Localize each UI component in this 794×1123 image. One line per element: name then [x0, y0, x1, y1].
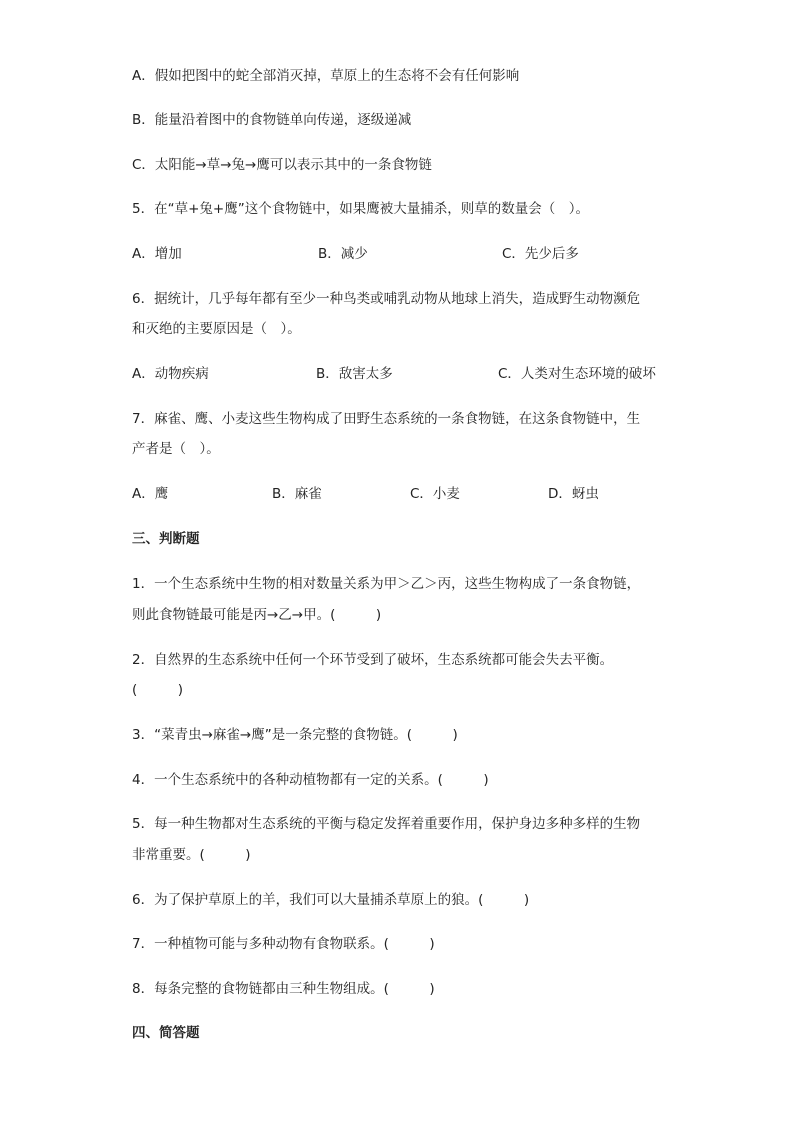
tf-item: 3．“菜青虫→麻雀→鹰”是一条完整的食物链。( ) [132, 727, 458, 743]
tf-item: 则此食物链最可能是丙→乙→甲。( ) [132, 607, 382, 623]
q7-stem-line1: 7．麻雀、鹰、小麦这些生物构成了田野生态系统的一条食物链，在这条食物链中，生 [132, 411, 641, 427]
q6-option-b: B．敌害太多 [316, 366, 393, 382]
tf-item: ( ) [132, 682, 184, 698]
q7-option-d: D．蚜虫 [548, 486, 599, 502]
tf-item: 非常重要。( ) [132, 847, 251, 863]
tf-item: 2．自然界的生态系统中任何一个环节受到了破坏，生态系统都可能会失去平衡。 [132, 652, 614, 668]
q5-option-a: A．增加 [132, 246, 182, 262]
tf-item: 6．为了保护草原上的羊，我们可以大量捕杀草原上的狼。( ) [132, 892, 530, 908]
tf-item: 8．每条完整的食物链都由三种生物组成。( ) [132, 981, 435, 997]
section4-title: 四、简答题 [132, 1025, 200, 1041]
q7-stem-line2: 产者是（ ）。 [132, 441, 220, 457]
q6-stem-line2: 和灭绝的主要原因是（ ）。 [132, 321, 301, 337]
q6-option-a: A．动物疾病 [132, 366, 209, 382]
section3-title: 三、判断题 [132, 531, 200, 547]
q7-option-b: B．麻雀 [272, 486, 322, 502]
prev-option-a: A．假如把图中的蛇全部消灭掉，草原上的生态将不会有任何影响 [132, 68, 520, 84]
q7-option-a: A．鹰 [132, 486, 169, 502]
tf-item: 5．每一种生物都对生态系统的平衡与稳定发挥着重要作用，保护身边多种多样的生物 [132, 816, 641, 832]
q6-option-c: C．人类对生态环境的破坏 [498, 366, 656, 382]
prev-option-b: B．能量沿着图中的食物链单向传递，逐级递减 [132, 112, 412, 128]
prev-option-c: C．太阳能→草→兔→鹰可以表示其中的一条食物链 [132, 157, 432, 173]
q6-stem-line1: 6．据统计，几乎每年都有至少一种鸟类或哺乳动物从地球上消失，造成野生动物濒危 [132, 291, 641, 307]
tf-item: 7．一种植物可能与多种动物有食物联系。( ) [132, 936, 435, 952]
q5-option-c: C．先少后多 [502, 246, 579, 262]
q7-option-c: C．小麦 [410, 486, 460, 502]
q5-option-b: B．减少 [318, 246, 368, 262]
tf-item: 4．一个生态系统中的各种动植物都有一定的关系。( ) [132, 772, 489, 788]
tf-item: 1．一个生态系统中生物的相对数量关系为甲＞乙＞丙，这些生物构成了一条食物链， [132, 576, 641, 592]
q5-stem: 5．在“草+兔+鹰”这个食物链中，如果鹰被大量捕杀，则草的数量会（ ）。 [132, 201, 589, 217]
